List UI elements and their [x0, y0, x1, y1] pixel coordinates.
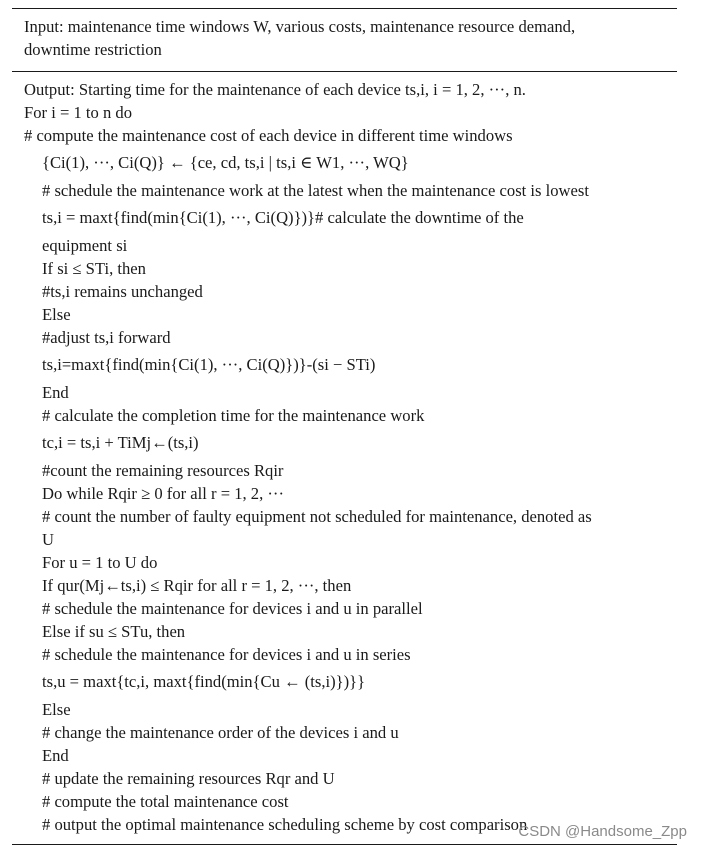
- u-line: U: [42, 530, 54, 549]
- watermark: CSDN @Handsome_Zpp: [518, 823, 687, 840]
- for-u-line: For u = 1 to U do: [42, 553, 158, 572]
- comment-completion-time: # calculate the completion time for the maintenance work: [42, 406, 425, 425]
- comment-unchanged: #ts,i remains unchanged: [42, 282, 203, 301]
- if-downtime-line: If si ≤ STi, then: [42, 259, 146, 278]
- comment-compute-cost: # compute the maintenance cost of each device in different time windows: [24, 126, 513, 145]
- comment-update-resources: # update the remaining resources Rqr and U: [42, 769, 335, 788]
- comment-parallel: # schedule the maintenance for devices i and u in parallel: [42, 599, 423, 618]
- bottom-rule: [12, 844, 677, 845]
- algorithm-body: [12, 72, 677, 836]
- comment-schedule-latest: # schedule the maintenance work at the latest when the maintenance cost is lowest: [42, 181, 589, 200]
- comment-change-order: # change the maintenance order of the devices i and u: [42, 723, 399, 742]
- input-section: [12, 9, 677, 71]
- comment-count-faulty: # count the number of faulty equipment not scheduled for maintenance, denoted as: [42, 507, 592, 526]
- if-resources-line: If qur(Mj←ts,i) ≤ Rqir for all r = 1, 2, ···, then: [42, 576, 352, 595]
- ts-formula: ts,i = maxt{find(min{Ci(1), ···, Ci(Q)})}# calculate the downtime of the: [42, 208, 524, 227]
- cost-set-formula: {Ci(1), ···, Ci(Q)} ← {ce, cd, ts,i | ts,i ∈ W1, ···, WQ}: [42, 153, 409, 172]
- equipment-line: equipment si: [42, 236, 128, 255]
- input-line-2: downtime restriction: [24, 40, 162, 59]
- comment-series: # schedule the maintenance for devices i and u in series: [42, 645, 411, 664]
- else-line-2: Else: [42, 700, 71, 719]
- end-line-2: End: [42, 746, 69, 765]
- completion-formula: tc,i = ts,i + TiMj←(ts,i): [42, 433, 199, 452]
- output-line: Output: Starting time for the maintenance of each device ts,i, i = 1, 2, ···, n.: [24, 80, 526, 99]
- comment-adjust: #adjust ts,i forward: [42, 328, 171, 347]
- tsu-formula: ts,u = maxt{tc,i, maxt{find(min{Cu ← (ts,i)})}}: [42, 672, 366, 691]
- adjust-formula: ts,i=maxt{find(min{Ci(1), ···, Ci(Q)})}-(si − STi): [42, 355, 376, 374]
- else-if-line: Else if su ≤ STu, then: [42, 622, 186, 641]
- comment-output-optimal: # output the optimal maintenance scheduling scheme by cost comparison: [42, 815, 528, 834]
- algorithm-box: [12, 0, 677, 836]
- do-while-line: Do while Rqir ≥ 0 for all r = 1, 2, ···: [42, 484, 284, 503]
- for-i-line: For i = 1 to n do: [24, 103, 133, 122]
- comment-count-resources: #count the remaining resources Rqir: [42, 461, 284, 480]
- input-line-1: Input: maintenance time windows W, various costs, maintenance resource demand,: [24, 17, 576, 36]
- comment-total-cost: # compute the total maintenance cost: [42, 792, 289, 811]
- end-line-1: End: [42, 383, 69, 402]
- else-line-1: Else: [42, 305, 71, 324]
